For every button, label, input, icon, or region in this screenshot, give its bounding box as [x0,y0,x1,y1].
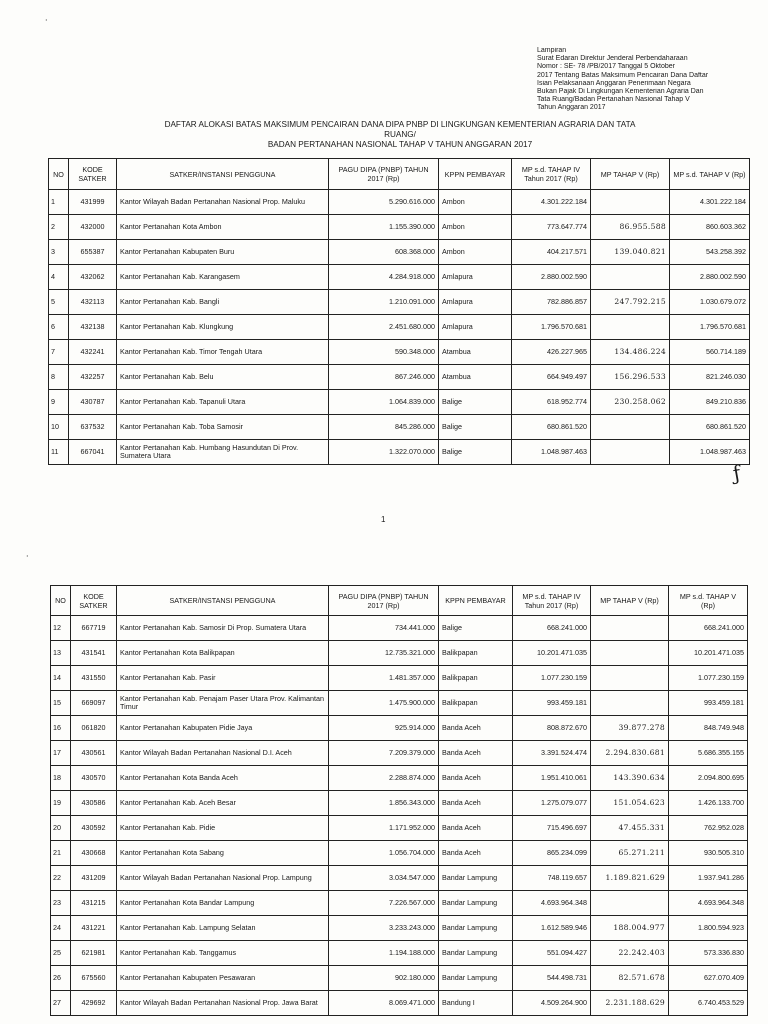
cell-satker: Kantor Pertanahan Kab. Samosir Di Prop. Sumatera Utara [117,616,329,641]
cell-kode: 431541 [71,641,117,666]
table-row [51,616,748,641]
cell-mpsd5: 930.505.310 [669,841,748,866]
cell-mp5: 230.258.062 [591,390,670,415]
lampiran-line: Lampiran [537,47,567,54]
table-row [51,691,748,716]
cell-satker: Kantor Pertanahan Kabupaten Buru [117,240,329,265]
cell-no: 8 [49,365,69,390]
cell-mp4: 4.301.222.184 [512,190,591,215]
table-row [51,666,748,691]
cell-pagu: 7.226.567.000 [329,891,439,916]
cell-pagu: 867.246.000 [329,365,439,390]
cell-pagu: 7.209.379.000 [329,741,439,766]
lampiran-line: Isian Pelaksanaan Anggaran Penerimaan Negara [537,79,691,87]
cell-mp4: 10.201.471.035 [513,641,591,666]
cell-no: 1 [49,190,69,215]
cell-mp5 [591,666,669,691]
header-mp-tahap-5: MP TAHAP V (Rp) [591,586,669,616]
cell-kppn: Balige [439,415,512,440]
cell-mpsd5: 543.258.392 [670,240,750,265]
cell-kppn: Atambua [439,340,512,365]
cell-mp4: 618.952.774 [512,390,591,415]
header-pagu: PAGU DIPA (PNBP) TAHUN 2017 (Rp) [329,586,439,616]
cell-mp4: 748.119.657 [513,866,591,891]
cell-mp5: 2.294.830.681 [591,741,669,766]
cell-mpsd5: 627.070.409 [669,966,748,991]
cell-mp5: 47.455.331 [591,816,669,841]
cell-mp4: 680.861.520 [512,415,591,440]
cell-mp4: 668.241.000 [513,616,591,641]
cell-no: 25 [51,941,71,966]
cell-no: 24 [51,916,71,941]
cell-kode: 430570 [71,766,117,791]
cell-no: 14 [51,666,71,691]
cell-satker: Kantor Wilayah Badan Pertanahan Nasional D.I. Aceh [117,741,329,766]
table-row [49,340,750,365]
cell-satker: Kantor Pertanahan Kabupaten Pidie Jaya [117,716,329,741]
cell-mp5 [591,641,669,666]
cell-mp4: 865.234.099 [513,841,591,866]
table-row [49,315,750,340]
cell-no: 22 [51,866,71,891]
cell-mpsd5: 2.880.002.590 [670,265,750,290]
cell-no: 5 [49,290,69,315]
cell-kppn: Atambua [439,365,512,390]
cell-pagu: 925.914.000 [329,716,439,741]
cell-mp4: 1.275.079.077 [513,791,591,816]
lampiran-line: 2017 Tentang Batas Maksimum Pencairan Dana Daftar [537,71,709,79]
cell-pagu: 1.171.952.000 [329,816,439,841]
cell-satker: Kantor Pertanahan Kota Balikpapan [117,641,329,666]
table-row [51,866,748,891]
table-row [49,215,750,240]
cell-satker: Kantor Pertanahan Kota Ambon [117,215,329,240]
cell-mpsd5: 10.201.471.035 [669,641,748,666]
cell-kppn: Bandar Lampung [439,966,513,991]
cell-satker: Kantor Pertanahan Kab. Pidie [117,816,329,841]
cell-mp4: 4.509.264.900 [513,991,591,1016]
cell-pagu: 590.348.000 [329,340,439,365]
cell-no: 27 [51,991,71,1016]
cell-pagu: 1.064.839.000 [329,390,439,415]
cell-satker: Kantor Pertanahan Kab. Tapanuli Utara [117,390,329,415]
cell-mp5: 2.231.188.629 [591,991,669,1016]
cell-kode: 667719 [71,616,117,641]
cell-satker: Kantor Pertanahan Kab. Klungkung [117,315,329,340]
header-mp-tahap-4: MP s.d. TAHAP IV Tahun 2017 (Rp) [513,586,591,616]
table-row [51,891,748,916]
title-line-1: DAFTAR ALOKASI BATAS MAKSIMUM PENCAIRAN DANA DIPA PNBP DI LINGKUNGAN KEMENTERIAN AGRARIA DAN TATA RUANG/ [164,120,636,139]
table-row [51,991,748,1016]
cell-kppn: Ambon [439,215,512,240]
cell-mp4: 2.880.002.590 [512,265,591,290]
cell-no: 21 [51,841,71,866]
cell-mpsd5: 668.241.000 [669,616,748,641]
cell-mpsd5: 5.686.355.155 [669,741,748,766]
table-row [51,966,748,991]
cell-kppn: Banda Aceh [439,716,513,741]
cell-no: 20 [51,816,71,841]
cell-satker: Kantor Wilayah Badan Pertanahan Nasional Prop. Lampung [117,866,329,891]
cell-pagu: 1.194.188.000 [329,941,439,966]
table-row [51,816,748,841]
cell-mpsd5: 573.336.830 [669,941,748,966]
cell-kode: 432138 [69,315,117,340]
cell-mpsd5: 762.952.028 [669,816,748,841]
cell-kppn: Bandung I [439,991,513,1016]
header-satker: SATKER/INSTANSI PENGGUNA [117,586,329,616]
cell-no: 11 [49,440,69,465]
cell-kode: 432062 [69,265,117,290]
scan-speck: · [26,552,29,561]
cell-kode: 061820 [71,716,117,741]
header-kppn: KPPN PEMBAYAR [439,586,513,616]
cell-mp5: 139.040.821 [591,240,670,265]
header-kode-satker: KODE SATKER [71,586,117,616]
cell-no: 4 [49,265,69,290]
table-row [51,916,748,941]
cell-mp4: 664.949.497 [512,365,591,390]
table-row [49,240,750,265]
cell-satker: Kantor Wilayah Badan Pertanahan Nasional Prop. Jawa Barat [117,991,329,1016]
cell-mp4: 4.693.964.348 [513,891,591,916]
cell-satker: Kantor Pertanahan Kab. Pasir [117,666,329,691]
cell-mp4: 1.048.987.463 [512,440,591,465]
cell-no: 26 [51,966,71,991]
cell-no: 10 [49,415,69,440]
cell-pagu: 12.735.321.000 [329,641,439,666]
cell-mpsd5: 849.210.836 [670,390,750,415]
cell-pagu: 3.233.243.000 [329,916,439,941]
header-kppn: KPPN PEMBAYAR [439,159,512,190]
cell-satker: Kantor Pertanahan Kab. Karangasem [117,265,329,290]
cell-pagu: 2.451.680.000 [329,315,439,340]
cell-kppn: Balikpapan [439,666,513,691]
cell-mpsd5: 680.861.520 [670,415,750,440]
cell-satker: Kantor Pertanahan Kabupaten Pesawaran [117,966,329,991]
table-body-page-2 [51,616,748,1016]
allocation-table-page-1 [48,158,750,465]
cell-no: 23 [51,891,71,916]
cell-satker: Kantor Pertanahan Kab. Lampung Selatan [117,916,329,941]
cell-pagu: 1.475.900.000 [329,691,439,716]
lampiran-line: Nomor : SE- 78 /PB/2017 Tanggal 5 Oktober [537,63,676,71]
cell-mp4: 1.951.410.061 [513,766,591,791]
cell-mp5: 156.296.533 [591,365,670,390]
cell-pagu: 2.288.874.000 [329,766,439,791]
cell-satker: Kantor Pertanahan Kab. Humbang Hasundutan Di Prov. Sumatera Utara [117,440,329,465]
cell-mpsd5: 1.048.987.463 [670,440,750,465]
table-row [51,791,748,816]
cell-no: 3 [49,240,69,265]
cell-mpsd5: 860.603.362 [670,215,750,240]
cell-mpsd5: 4.301.222.184 [670,190,750,215]
cell-mp5: 22.242.403 [591,941,669,966]
cell-pagu: 608.368.000 [329,240,439,265]
cell-satker: Kantor Pertanahan Kota Bandar Lampung [117,891,329,916]
cell-kppn: Bandar Lampung [439,941,513,966]
cell-kode: 429692 [71,991,117,1016]
table-row [49,290,750,315]
cell-no: 13 [51,641,71,666]
cell-mp5: 143.390.634 [591,766,669,791]
cell-kode: 655387 [69,240,117,265]
cell-kode: 432113 [69,290,117,315]
handwritten-initial-mark: ƒ [730,460,743,486]
cell-no: 6 [49,315,69,340]
table-row [51,766,748,791]
cell-mp4: 1.612.589.946 [513,916,591,941]
table-row [49,415,750,440]
cell-mp5: 82.571.678 [591,966,669,991]
cell-mpsd5: 4.693.964.348 [669,891,748,916]
cell-pagu: 1.322.070.000 [329,440,439,465]
table-row [51,941,748,966]
cell-mp4: 3.391.524.474 [513,741,591,766]
cell-no: 17 [51,741,71,766]
lampiran-line: Tata Ruang/Badan Pertanahan Nasional Tahap V [537,96,690,104]
cell-kppn: Balikpapan [439,641,513,666]
cell-mp5: 247.792.215 [591,290,670,315]
cell-mp4: 426.227.965 [512,340,591,365]
cell-mpsd5: 560.714.189 [670,340,750,365]
cell-mpsd5: 821.246.030 [670,365,750,390]
cell-kppn: Bandar Lampung [439,866,513,891]
cell-kode: 431209 [71,866,117,891]
cell-kppn: Amlapura [439,315,512,340]
lampiran-block [537,47,757,113]
cell-pagu: 8.069.471.000 [329,991,439,1016]
cell-kppn: Bandar Lampung [439,916,513,941]
cell-mp5: 188.004.977 [591,916,669,941]
cell-pagu: 1.210.091.000 [329,290,439,315]
cell-kppn: Banda Aceh [439,791,513,816]
cell-mp4: 993.459.181 [513,691,591,716]
lampiran-line: Tahun Anggaran 2017 [537,104,606,112]
cell-mpsd5: 1.426.133.700 [669,791,748,816]
cell-mpsd5: 6.740.453.529 [669,991,748,1016]
table-row [51,716,748,741]
cell-mp4: 773.647.774 [512,215,591,240]
header-pagu: PAGU DIPA (PNBP) TAHUN 2017 (Rp) [329,159,439,190]
cell-kppn: Ambon [439,240,512,265]
cell-mpsd5: 1.937.941.286 [669,866,748,891]
cell-mp5: 151.054.623 [591,791,669,816]
header-mp-sd-tahap-5: MP s.d. TAHAP V (Rp) [669,586,748,616]
table-row [51,741,748,766]
cell-kode: 430592 [71,816,117,841]
cell-kode: 431215 [71,891,117,916]
document-title [150,120,650,150]
cell-mp4: 808.872.670 [513,716,591,741]
header-no: NO [49,159,69,190]
table-row [49,190,750,215]
cell-kppn: Ambon [439,190,512,215]
table-row [49,365,750,390]
table-row [49,265,750,290]
cell-no: 7 [49,340,69,365]
cell-satker: Kantor Pertanahan Kab. Aceh Besar [117,791,329,816]
header-mp-tahap-4: MP s.d. TAHAP IV Tahun 2017 (Rp) [512,159,591,190]
cell-no: 19 [51,791,71,816]
cell-mp5: 39.877.278 [591,716,669,741]
cell-kode: 430561 [71,741,117,766]
cell-mp5 [591,265,670,290]
cell-kode: 431221 [71,916,117,941]
header-mp-tahap-5: MP TAHAP V (Rp) [591,159,670,190]
cell-pagu: 1.056.704.000 [329,841,439,866]
cell-kppn: Bandar Lampung [439,891,513,916]
cell-satker: Kantor Pertanahan Kab. Toba Samosir [117,415,329,440]
cell-kode: 430787 [69,390,117,415]
cell-mpsd5: 848.749.948 [669,716,748,741]
cell-mp5 [591,616,669,641]
cell-satker: Kantor Pertanahan Kota Sabang [117,841,329,866]
cell-no: 2 [49,215,69,240]
cell-mpsd5: 2.094.800.695 [669,766,748,791]
cell-satker: Kantor Pertanahan Kab. Penajam Paser Utara Prov. Kalimantan Timur [117,691,329,716]
cell-pagu: 1.856.343.000 [329,791,439,816]
cell-pagu: 902.180.000 [329,966,439,991]
page-number: 1 [381,515,386,524]
lampiran-line: Surat Edaran Direktur Jenderal Perbendaharaan [537,55,688,63]
cell-mp5 [591,691,669,716]
table-body-page-1 [49,190,750,465]
cell-satker: Kantor Pertanahan Kab. Belu [117,365,329,390]
cell-pagu: 3.034.547.000 [329,866,439,891]
cell-kppn: Balikpapan [439,691,513,716]
cell-kode: 430668 [71,841,117,866]
cell-mpsd5: 1.796.570.681 [670,315,750,340]
cell-mp5: 86.955.588 [591,215,670,240]
cell-kppn: Amlapura [439,290,512,315]
cell-kode: 431550 [71,666,117,691]
table-row [51,841,748,866]
table-row [49,440,750,465]
cell-mp4: 715.496.697 [513,816,591,841]
cell-mpsd5: 1.077.230.159 [669,666,748,691]
cell-mp5 [591,315,670,340]
cell-mp4: 404.217.571 [512,240,591,265]
table-row [49,390,750,415]
allocation-table-page-2 [50,585,748,1016]
cell-kode: 432241 [69,340,117,365]
table-row [51,641,748,666]
header-no: NO [51,586,71,616]
cell-no: 15 [51,691,71,716]
cell-mp5 [591,891,669,916]
cell-kode: 667041 [69,440,117,465]
cell-mp4: 544.498.731 [513,966,591,991]
cell-satker: Kantor Pertanahan Kab. Timor Tengah Utara [117,340,329,365]
header-kode-satker: KODE SATKER [69,159,117,190]
cell-kppn: Balige [439,616,513,641]
header-mp-sd-tahap-5: MP s.d. TAHAP V (Rp) [670,159,750,190]
title-line-2: BADAN PERTANAHAN NASIONAL TAHAP V TAHUN ANGGARAN 2017 [267,140,533,149]
cell-kppn: Balige [439,390,512,415]
cell-mp4: 551.094.427 [513,941,591,966]
cell-pagu: 1.481.357.000 [329,666,439,691]
cell-satker: Kantor Pertanahan Kab. Tanggamus [117,941,329,966]
cell-mp5 [591,440,670,465]
cell-kppn: Banda Aceh [439,766,513,791]
cell-kode: 432257 [69,365,117,390]
scan-speck: · [45,16,48,25]
cell-pagu: 5.290.616.000 [329,190,439,215]
cell-pagu: 845.286.000 [329,415,439,440]
cell-kppn: Banda Aceh [439,816,513,841]
cell-no: 12 [51,616,71,641]
cell-mp5: 65.271.211 [591,841,669,866]
cell-pagu: 4.284.918.000 [329,265,439,290]
cell-kppn: Amlapura [439,265,512,290]
cell-mp5 [591,190,670,215]
cell-kppn: Balige [439,440,512,465]
cell-pagu: 1.155.390.000 [329,215,439,240]
cell-kode: 621981 [71,941,117,966]
cell-no: 16 [51,716,71,741]
cell-mp5 [591,415,670,440]
lampiran-line: Bukan Pajak Di Lingkungan Kementerian Agraria Dan [537,88,704,96]
cell-mp5: 134.486.224 [591,340,670,365]
cell-kppn: Banda Aceh [439,741,513,766]
cell-satker: Kantor Wilayah Badan Pertanahan Nasional Prop. Maluku [117,190,329,215]
cell-satker: Kantor Pertanahan Kota Banda Aceh [117,766,329,791]
cell-no: 18 [51,766,71,791]
cell-kode: 637532 [69,415,117,440]
cell-pagu: 734.441.000 [329,616,439,641]
header-satker: SATKER/INSTANSI PENGGUNA [117,159,329,190]
cell-kode: 431999 [69,190,117,215]
cell-mp5: 1.189.821.629 [591,866,669,891]
cell-kode: 669097 [71,691,117,716]
cell-mpsd5: 1.800.594.923 [669,916,748,941]
cell-kode: 430586 [71,791,117,816]
cell-kppn: Banda Aceh [439,841,513,866]
cell-kode: 432000 [69,215,117,240]
cell-mp4: 782.886.857 [512,290,591,315]
cell-mpsd5: 993.459.181 [669,691,748,716]
cell-kode: 675560 [71,966,117,991]
cell-mp4: 1.796.570.681 [512,315,591,340]
cell-no: 9 [49,390,69,415]
cell-satker: Kantor Pertanahan Kab. Bangli [117,290,329,315]
cell-mpsd5: 1.030.679.072 [670,290,750,315]
cell-mp4: 1.077.230.159 [513,666,591,691]
